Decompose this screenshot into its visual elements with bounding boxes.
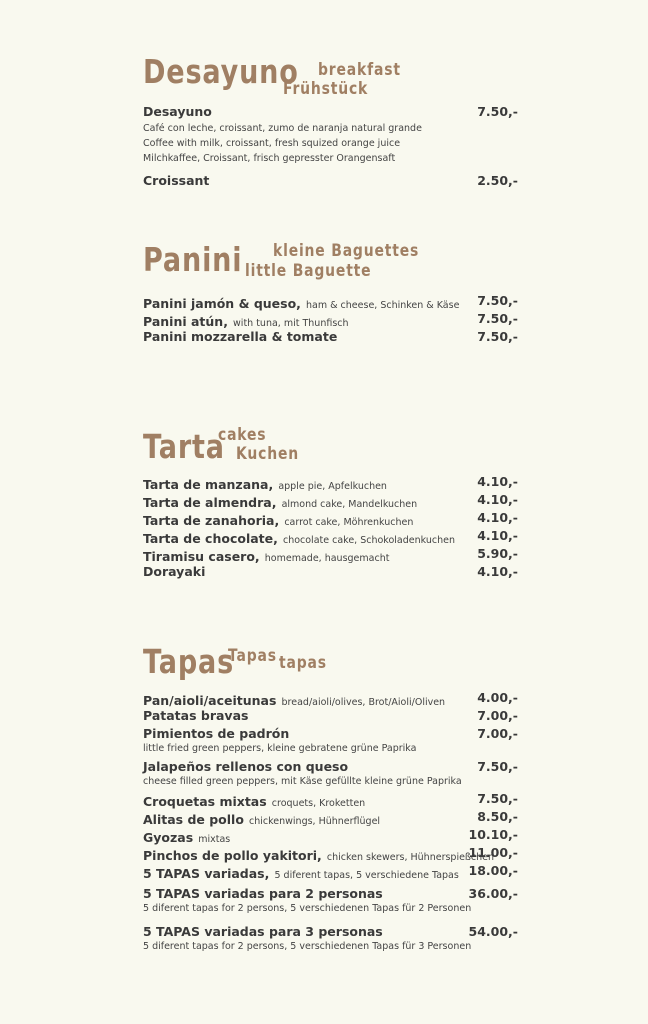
item-price: 4.10,- (477, 492, 518, 507)
menu-item (143, 886, 518, 916)
item-sub: apple pie, Apfelkuchen (278, 481, 387, 492)
item-desc: 5 diferent tapas for 2 persons, 5 verschiedenen Tapas für 3 Personen (143, 941, 472, 952)
item-name: Desayuno (143, 104, 212, 119)
menu-item (143, 564, 518, 579)
item-name: Panini atún, (143, 314, 228, 329)
item-price: 7.50,- (477, 293, 518, 308)
menu-item (143, 329, 518, 344)
panini-heading-en: little Baguette (245, 261, 372, 281)
item-price: 18.00,- (468, 863, 518, 878)
item-sub: carrot cake, Möhrenkuchen (284, 517, 414, 528)
item-name: Gyozas (143, 830, 194, 845)
item-price: 36.00,- (468, 886, 518, 901)
menu-item (143, 708, 518, 723)
item-sub: chickenwings, Hühnerflügel (249, 816, 381, 827)
item-price: 10.10,- (468, 827, 518, 842)
menu-item (143, 845, 518, 864)
item-price: 7.00,- (477, 708, 518, 723)
menu-item (143, 546, 518, 565)
item-price: 7.00,- (477, 726, 518, 741)
tapas-heading-3: tapas (279, 653, 327, 673)
item-name: Tarta de almendra, (143, 495, 277, 510)
item-sub: 5 diferent tapas, 5 verschiedene Tapas (274, 870, 459, 881)
item-name: 5 TAPAS variadas, (143, 866, 270, 881)
item-price: 7.50,- (477, 104, 518, 119)
item-name: Tarta de manzana, (143, 477, 274, 492)
item-sub: croquets, Kroketten (271, 798, 366, 809)
item-price: 5.90,- (477, 546, 518, 561)
panini-heading-de: kleine Baguettes (273, 241, 420, 261)
tarta-heading: Tarta (143, 427, 225, 466)
item-name: 5 TAPAS variadas para 2 personas (143, 886, 383, 901)
menu-item-desayuno (143, 104, 518, 166)
item-sub: mixtas (198, 834, 231, 845)
item-desc: Milchkaffee, Croissant, frisch gepresster Orangensaft (143, 153, 396, 164)
menu-item-croissant (143, 173, 518, 188)
item-name: Dorayaki (143, 564, 206, 579)
item-price: 7.50,- (477, 759, 518, 774)
item-sub: chocolate cake, Schokoladenkuchen (282, 535, 455, 546)
item-price: 2.50,- (477, 173, 518, 188)
item-name: Croissant (143, 173, 210, 188)
item-price: 4.10,- (477, 564, 518, 579)
item-sub: homemade, hausgemacht (264, 553, 390, 564)
item-price: 7.50,- (477, 311, 518, 326)
menu-item (143, 474, 518, 493)
menu-item (143, 726, 518, 756)
desayuno-heading-de: Frühstück (283, 79, 369, 99)
item-price: 54.00,- (468, 924, 518, 939)
item-name: Pan/aioli/aceitunas (143, 693, 277, 708)
tarta-heading-en: cakes (218, 425, 267, 445)
menu-item (143, 809, 518, 828)
item-name: Pinchos de pollo yakitori, (143, 848, 322, 863)
item-desc: 5 diferent tapas for 2 persons, 5 verschiedenen Tapas für 2 Personen (143, 903, 472, 914)
menu-item (143, 924, 518, 954)
item-price: 4.10,- (477, 474, 518, 489)
menu-item (143, 827, 518, 846)
menu-item (143, 293, 518, 312)
panini-heading: Panini (143, 240, 243, 279)
item-name: Panini mozzarella & tomate (143, 329, 338, 344)
menu-item (143, 492, 518, 511)
item-name: Croquetas mixtas (143, 794, 267, 809)
item-desc: little fried green peppers, kleine gebratene grüne Paprika (143, 743, 417, 754)
item-desc: Café con leche, croissant, zumo de naranja natural grande (143, 123, 422, 134)
item-name: Tarta de zanahoria, (143, 513, 280, 528)
item-price: 7.50,- (477, 329, 518, 344)
menu-item (143, 690, 518, 709)
tapas-heading-2: Tapas (228, 646, 277, 666)
item-name: Pimientos de padrón (143, 726, 290, 741)
item-desc: Coffee with milk, croissant, fresh squized orange juice (143, 138, 401, 149)
item-name: Panini jamón & queso, (143, 296, 301, 311)
menu-item (143, 759, 518, 789)
item-desc: cheese filled green peppers, mit Käse gefüllte kleine grüne Paprika (143, 776, 462, 787)
item-sub: ham & cheese, Schinken & Käse (306, 300, 460, 311)
item-name: Jalapeños rellenos con queso (143, 759, 349, 774)
item-price: 7.50,- (477, 791, 518, 806)
item-name: Tiramisu casero, (143, 549, 260, 564)
desayuno-heading: Desayuno (143, 52, 299, 91)
menu-item (143, 528, 518, 547)
menu-item (143, 863, 518, 882)
tapas-heading: Tapas (143, 642, 235, 681)
item-price: 4.10,- (477, 528, 518, 543)
menu-item (143, 791, 518, 810)
item-sub: chicken skewers, Hühnerspießchen (326, 852, 495, 863)
tarta-heading-de: Kuchen (236, 444, 299, 464)
desayuno-heading-en: breakfast (318, 60, 401, 80)
menu-item (143, 311, 518, 330)
item-price: 11.00,- (468, 845, 518, 860)
item-price: 4.10,- (477, 510, 518, 525)
item-name: Alitas de pollo (143, 812, 244, 827)
item-price: 8.50,- (477, 809, 518, 824)
item-sub: almond cake, Mandelkuchen (281, 499, 418, 510)
menu-item (143, 510, 518, 529)
item-name: Tarta de chocolate, (143, 531, 278, 546)
item-sub: with tuna, mit Thunfisch (233, 318, 349, 329)
item-sub: bread/aioli/olives, Brot/Aioli/Oliven (281, 697, 446, 708)
item-name: 5 TAPAS variadas para 3 personas (143, 924, 383, 939)
item-name: Patatas bravas (143, 708, 249, 723)
item-price: 4.00,- (477, 690, 518, 705)
